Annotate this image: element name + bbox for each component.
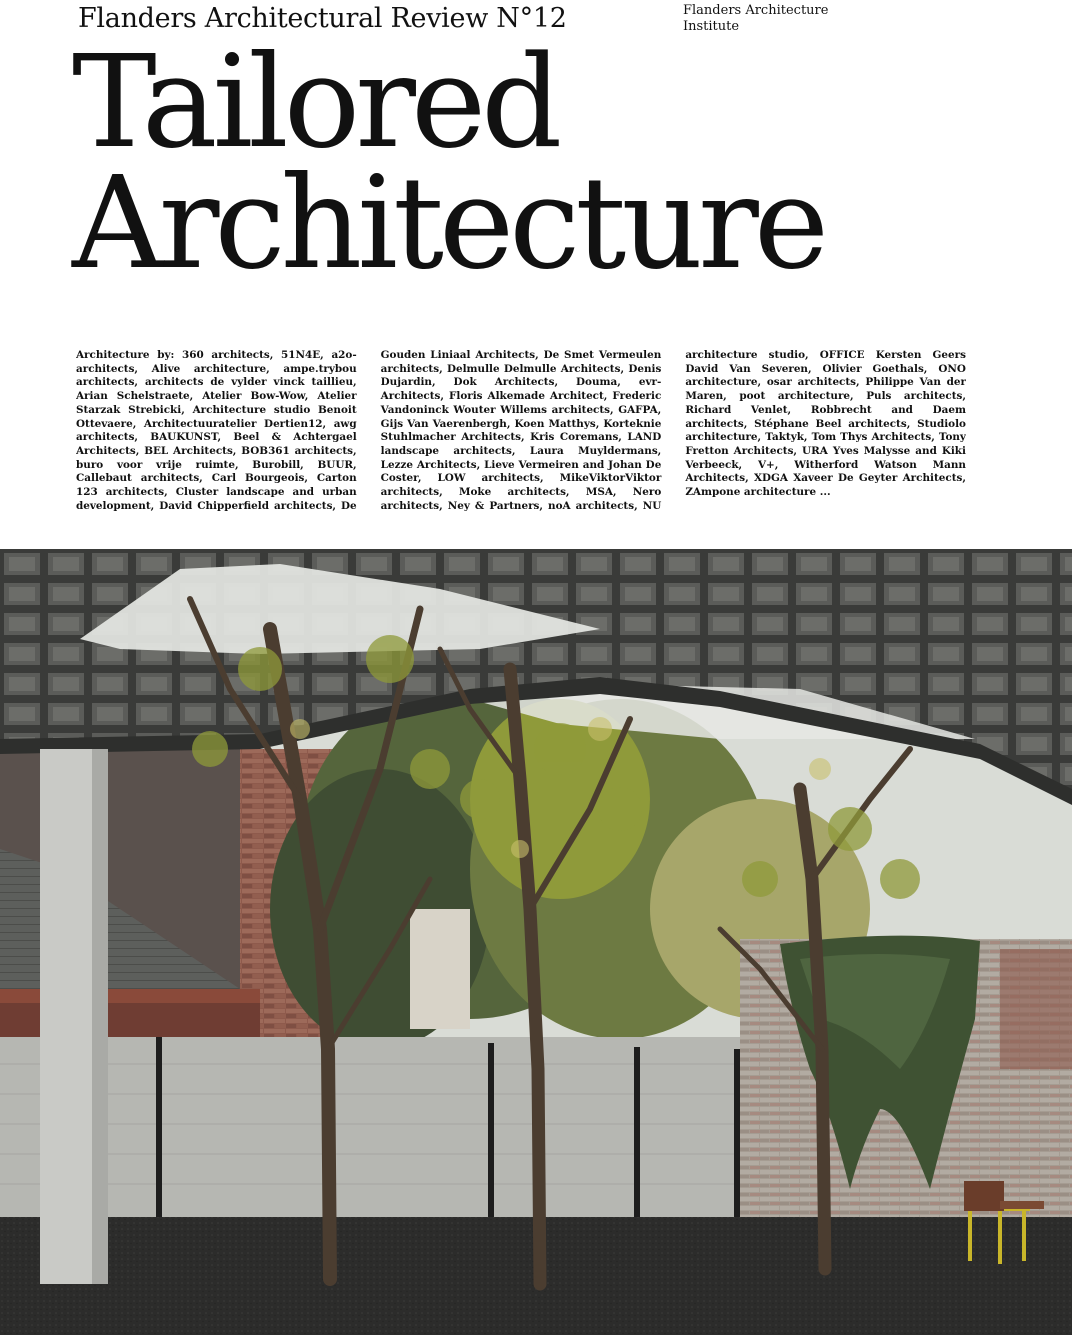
- courtyard-pavilion-photo: [0, 549, 1072, 1335]
- title-line-1: Tailored: [72, 28, 558, 176]
- series-title: Flanders Architectural Review N°12: [78, 3, 567, 34]
- main-title: [72, 28, 824, 297]
- title-line-2: Architecture: [72, 149, 824, 297]
- publisher-name: [683, 3, 828, 35]
- publisher-line-2: Institute: [683, 19, 740, 34]
- architect-credits: Architecture by: 360 architects, 51N4E, a2o-architects, Alive architecture, ampe.trybou architects, architects de vylder vinck taillieu, Arian Schelstraete, Atelier Bow-Wow, Atelier Starzak Strebicki, Architecture studio Benoit Ottevaere, Architectuuratelier Dertien12, awg architects, BAUKUNST, Beel & Achtergael Architects, BEL Architects, BOB361 architects, buro voor vrije ruimte, Burobill, BUUR, Callebaut architects, Carl Bourgeois, Carton 123 architects, Cluster landscape and urban development, David Chipperfield architects, De Gouden Liniaal Architects, De Smet Vermeulen architects, Delmulle Delmulle Architects, Denis Dujardin, Dok Architects, Douma, evr-Architects, Floris Alkemade Architect, Frederic Vandoninck Wouter Willems architects, GAFPA, Gijs Van Vaerenbergh, Koen Matthys, Korteknie Stuhlmacher Architects, Kris Coremans, LAND landscape architects, Laura Muyldermans, Lezze Architects, Lieve Vermeiren and Johan De Coster, LOW architects, MikeViktorViktor architects, Moke architects, MSA, Nero architects, Ney & Partners, noA architects, NU architecture studio, OFFICE Kersten Geers David Van Severen, Olivier Goethals, ONO architecture, osar architects, Philippe Van der Maren, poot architecture, Puls architects, Richard Venlet, Robbrecht and Daem architects, Stéphane Beel architects, Studiolo architecture, Taktyk, Tom Thys Architects, Tony Fretton Architects, URA Yves Malysse and Kiki Verbeeck, V+, Witherford Watson Mann Architects, XDGA Xaveer De Geyter Architects, ZAmpone architecture ...: [76, 349, 966, 512]
- publisher-line-1: Flanders Architecture: [683, 3, 829, 18]
